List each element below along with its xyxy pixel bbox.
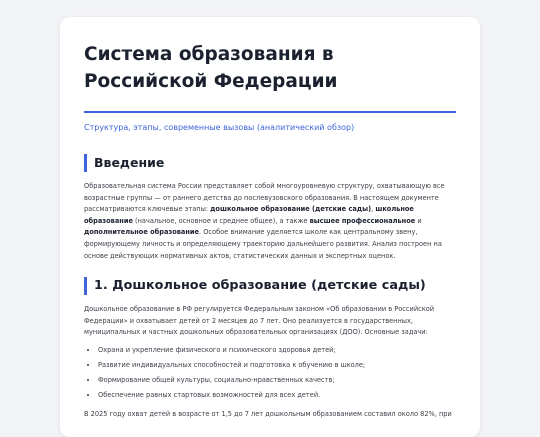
intro-bold-school: школьное образование (84, 205, 414, 225)
intro-text-3: (начальное, основное и среднее общее), а также (132, 216, 310, 225)
list-item: • Обеспечение равных стартовых возможностей для всех детей. (98, 391, 456, 400)
section-1-paragraph-2: В 2025 году охват детей в возрасте от 1,5 до 7 лет дошкольным образованием составил около 82%, при (84, 409, 452, 418)
list-item: • Охрана и укрепление физического и психического здоровья детей; (98, 346, 456, 355)
page-subtitle: Структура, этапы, современные вызовы (аналитический обзор) (84, 123, 355, 132)
list-item: • Развитие индивидуальных способностей и подготовка к обучению в школе; (98, 361, 456, 370)
title-divider (84, 111, 456, 113)
intro-heading: Введение (84, 154, 456, 172)
list-item: • Формирование общей культуры, социально-нравственных качеств; (98, 376, 456, 385)
intro-text-2: , (371, 205, 376, 214)
intro-bold-additional: дополнительное образование (84, 228, 200, 237)
section-1-heading: 1. Дошкольное образование (детские сады) (84, 277, 456, 295)
intro-text-1: Образовательная система России представляет собой многоуровневую структуру, охватывающую все возрастные группы — от раннего детства до послевузовского образования. В настоящем документе рассматриваются ключевые этапы: (84, 182, 445, 214)
intro-paragraph (84, 181, 456, 262)
document-card (60, 17, 480, 437)
section-1-paragraph: Дошкольное образование в РФ регулируется Федеральным законом «Об образовании в Российской Федерации» и охватывает детей от 2 месяцев до 7 лет. Оно реализуется в государственных, муниципальных и частных дошкольных образовательных организациях (ДОО). Основные задачи: (84, 305, 435, 337)
intro-bold-higher: высшее профессиональное (309, 216, 416, 225)
page-title: Система образования в Российской Федерации (84, 44, 338, 92)
intro-text-5: . Особое внимание уделяется школе как центральному звену, формирующему личность и определяющему траекторию дальнейшего развития. Анализ построен на основе действующих нормативных актов, статистических данных и экспертных оценок. (84, 228, 442, 260)
intro-bold-preschool: дошкольное образование (детские сады) (210, 205, 372, 214)
tasks-list (84, 346, 456, 400)
intro-text-4: и (415, 216, 422, 225)
